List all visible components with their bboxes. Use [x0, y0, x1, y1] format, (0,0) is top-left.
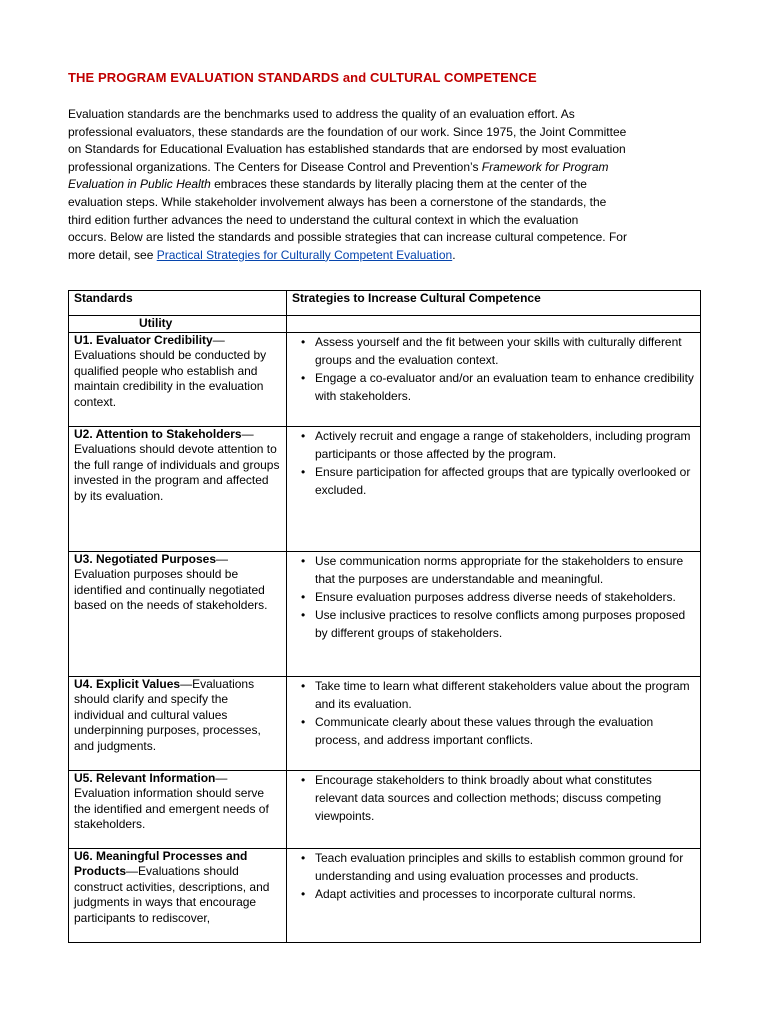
intro-text: professional organizations. The Centers for Disease Control and Prevention’s [68, 159, 482, 174]
strategy-item: • Ensure evaluation purposes address diverse needs of stakeholders. [292, 588, 695, 606]
standard-name: U5. Relevant Information [74, 770, 216, 785]
strategy-item: • Assess yourself and the fit between your skills with culturally different groups and the evaluation context. [292, 333, 695, 369]
standard-description: —Evaluations should clarify and specify the individual and cultural values underpinning purposes, processes, and judgments. [74, 676, 261, 753]
standard-cell [69, 676, 287, 770]
strategies-cell [287, 551, 701, 676]
framework-title: Framework for Program [481, 159, 609, 174]
category-row [69, 316, 701, 333]
standard-description: —Evaluation purposes should be identified and continually negotiated based on the needs of stakeholders. [74, 551, 268, 612]
intro-line [68, 176, 698, 194]
strategies-cell [287, 426, 701, 551]
intro-paragraph [68, 106, 698, 264]
table-header-row [69, 291, 701, 316]
intro-line: occurs. Below are listed the standards and possible strategies that can increase cultural competence. For [68, 230, 627, 245]
standards-table [68, 290, 701, 943]
strategies-cell [287, 848, 701, 942]
strategy-list [292, 333, 695, 405]
standard-cell [69, 848, 287, 942]
intro-line [68, 247, 698, 265]
standard-cell [69, 551, 287, 676]
intro-line: professional evaluators, these standards are the foundation of our work. Since 1975, the Joint Committee [68, 124, 627, 139]
table-row [69, 770, 701, 848]
intro-line: Evaluation standards are the benchmarks used to address the quality of an evaluation effort. As [68, 107, 575, 121]
standard-description: —Evaluations should construct activities, descriptions, and judgments in ways that encourage participants to rediscover, [74, 864, 270, 925]
strategy-item: • Teach evaluation principles and skills to establish common ground for understanding and using evaluation processes and products. [292, 849, 695, 885]
standard-cell [69, 332, 287, 426]
strategies-cell [287, 770, 701, 848]
table-row [69, 426, 701, 551]
strategies-column-header: Strategies to Increase Cultural Competence [287, 291, 701, 316]
strategy-item: • Use inclusive practices to resolve conflicts among purposes proposed by different groups of stakeholders. [292, 606, 695, 642]
intro-text: embraces these standards by literally placing them at the center of the [210, 177, 587, 192]
category-utility: Utility [69, 316, 287, 333]
page-title: THE PROGRAM EVALUATION STANDARDS and CULTURAL COMPETENCE [68, 70, 537, 85]
standard-cell [69, 770, 287, 848]
category-empty-cell [287, 316, 701, 333]
strategies-cell [287, 332, 701, 426]
standard-name: U4. Explicit Values [74, 676, 181, 691]
intro-text: . [452, 247, 456, 262]
strategy-item: • Use communication norms appropriate for the stakeholders to ensure that the purposes are understandable and meaningful. [292, 552, 695, 588]
standard-cell [69, 426, 287, 551]
standard-name: U2. Attention to Stakeholders [74, 426, 242, 441]
intro-line: evaluation steps. While stakeholder involvement always has been a cornerstone of the standards, the [68, 194, 607, 209]
strategy-item: • Adapt activities and processes to incorporate cultural norms. [292, 885, 695, 903]
strategy-item: • Take time to learn what different stakeholders value about the program and its evaluation. [292, 677, 695, 713]
strategy-list [292, 771, 695, 825]
intro-text: more detail, see [68, 247, 157, 262]
strategy-list [292, 552, 695, 642]
standard-description: —Evaluations should be conducted by qualified people who establish and maintain credibility in the evaluation context. [74, 332, 267, 409]
standard-name: U6. Meaningful Processes and Products [74, 848, 248, 878]
standard-description: —Evaluations should devote attention to the full range of individuals and groups invested in the program and affected by its evaluation. [74, 426, 280, 503]
strategy-item: • Communicate clearly about these values through the evaluation process, and address important conflicts. [292, 713, 695, 749]
strategy-list [292, 427, 695, 499]
table-row [69, 676, 701, 770]
strategy-item: • Actively recruit and engage a range of stakeholders, including program participants or those affected by the program. [292, 427, 695, 463]
table-row [69, 332, 701, 426]
standard-name: U3. Negotiated Purposes [74, 551, 217, 566]
strategy-list [292, 677, 695, 749]
framework-title-cont: Evaluation in Public Health [68, 177, 211, 192]
intro-line: third edition further advances the need to understand the cultural context in which the evaluation [68, 212, 579, 227]
strategy-item: • Encourage stakeholders to think broadly about what constitutes relevant data sources and collection methods; discuss competing viewpoints. [292, 771, 695, 825]
table-row [69, 551, 701, 676]
strategy-item: • Ensure participation for affected groups that are typically overlooked or excluded. [292, 463, 695, 499]
strategies-cell [287, 676, 701, 770]
standard-description: —Evaluation information should serve the identified and emergent needs of stakeholders. [74, 770, 269, 831]
strategy-list [292, 849, 695, 903]
intro-line [68, 159, 698, 177]
standard-name: U1. Evaluator Credibility [74, 332, 213, 347]
table-row [69, 848, 701, 942]
practical-strategies-link[interactable]: Practical Strategies for Culturally Competent Evaluation [156, 247, 453, 262]
intro-line: on Standards for Educational Evaluation has established standards that are endorsed by most evaluation [68, 142, 626, 157]
standards-column-header: Standards [69, 291, 287, 316]
strategy-item: • Engage a co-evaluator and/or an evaluation team to enhance credibility with stakeholders. [292, 369, 695, 405]
